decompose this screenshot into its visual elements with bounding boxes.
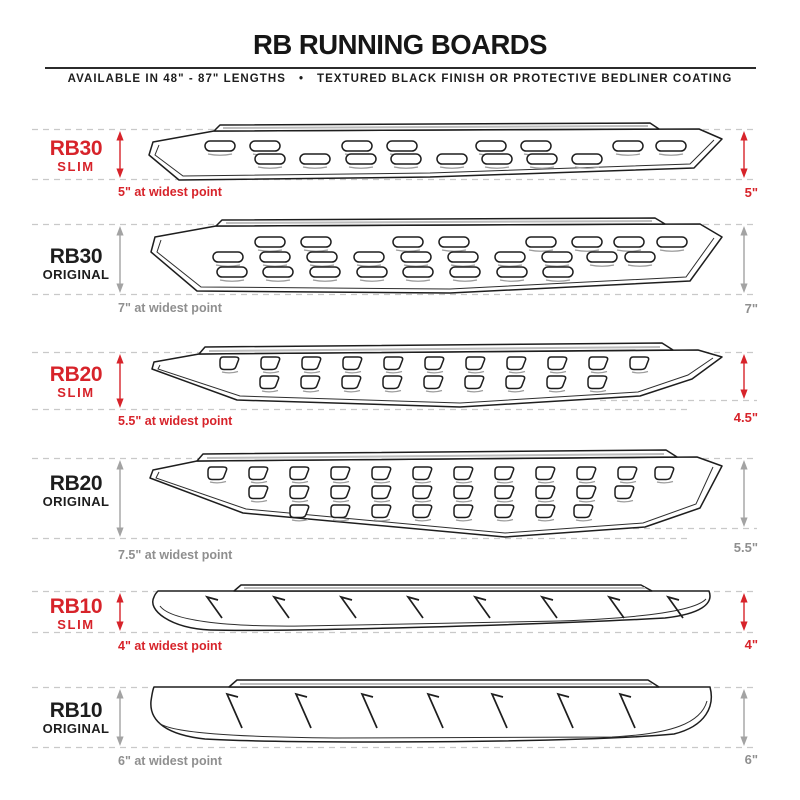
bullet-separator-icon: •: [298, 73, 305, 85]
rb20-original-drawing: [32, 450, 757, 539]
rb10-slim-model-label: RB10: [49, 595, 103, 618]
rb20-slim-model-label: RB20: [49, 363, 103, 386]
rb10-original-widest-caption: 6" at widest point: [118, 754, 222, 768]
rb10-original-variant-label: ORIGINAL: [42, 721, 110, 736]
rb10-slim-variant-label: SLIM: [57, 617, 95, 632]
title-divider: [45, 67, 756, 69]
subtitle-finish: TEXTURED BLACK FINISH OR PROTECTIVE BEDLINER COATING: [317, 73, 733, 85]
rb20-original-widest-caption: 7.5" at widest point: [118, 548, 233, 562]
rb30-original-drawing: [32, 218, 757, 295]
rb20-slim-variant-label: SLIM: [57, 385, 95, 400]
rb10-slim-widest-caption: 4" at widest point: [118, 639, 222, 653]
rb10-slim-height-dimension: 4": [744, 637, 758, 652]
rb10-original-drawing: [32, 680, 757, 748]
rb20-original-model-label: RB20: [49, 472, 103, 495]
rb10-original-model-label: RB10: [49, 699, 103, 722]
subtitle: [0, 74, 800, 86]
rb30-slim-height-dimension: 5": [744, 185, 758, 200]
subtitle-lengths: AVAILABLE IN 48" - 87" LENGTHS: [67, 73, 286, 85]
rb30-slim-variant-label: SLIM: [57, 159, 95, 174]
rb20-slim-drawing: [32, 343, 757, 410]
rb20-original-variant-label: ORIGINAL: [42, 494, 110, 509]
rb30-slim-widest-caption: 5" at widest point: [118, 185, 222, 199]
rb20-slim-widest-caption: 5.5" at widest point: [118, 414, 233, 428]
rb30-original-model-label: RB30: [49, 245, 103, 268]
rb30-slim-drawing: [32, 123, 757, 180]
rb20-slim-height-dimension: 4.5": [733, 410, 758, 425]
rb30-original-widest-caption: 7" at widest point: [118, 301, 222, 315]
rb10-slim-drawing: [32, 585, 757, 633]
rb30-original-variant-label: ORIGINAL: [42, 267, 110, 282]
rb10-original-height-dimension: 6": [744, 752, 758, 767]
rb30-slim-model-label: RB30: [49, 137, 103, 160]
rb30-original-height-dimension: 7": [744, 301, 758, 316]
page-title: RB RUNNING BOARDS: [253, 29, 547, 60]
rb20-original-height-dimension: 5.5": [733, 540, 758, 555]
